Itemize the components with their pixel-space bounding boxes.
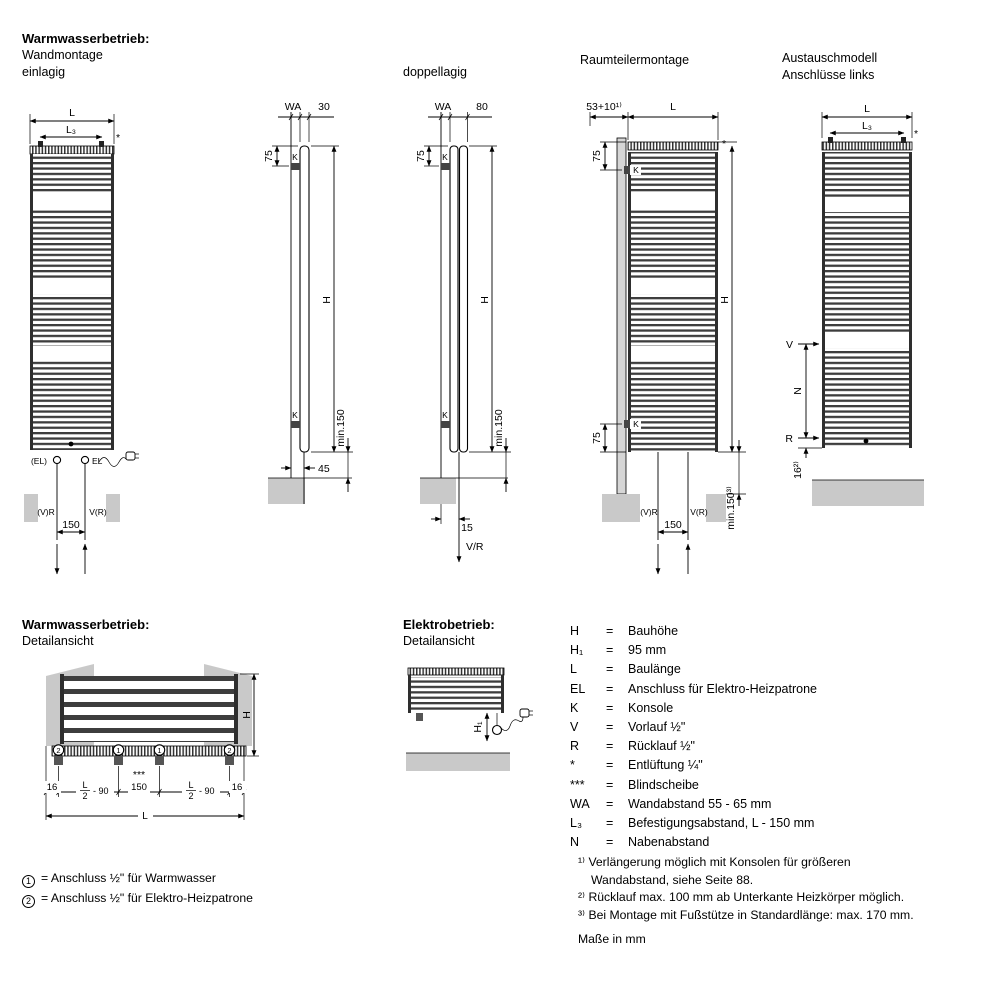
label-vr-right: V(R) <box>89 507 107 517</box>
section-subtitle: einlagig <box>22 65 66 79</box>
legend-symbol: L <box>570 662 577 677</box>
label-K: K <box>292 410 298 420</box>
fitting <box>114 756 123 765</box>
dim-label-H: H <box>241 711 253 719</box>
floor <box>420 478 456 504</box>
mounting-rail <box>822 142 912 150</box>
dim-label-WA: WA <box>284 101 302 113</box>
legend-symbol: WA <box>570 796 590 811</box>
side-tube <box>60 674 64 744</box>
footnote-1-line2: Wandabstand, siehe Seite 88. <box>591 872 754 887</box>
bracket-hook <box>99 141 104 147</box>
legend-desc: Bauhöhe <box>628 624 679 638</box>
label-K: K <box>633 419 639 429</box>
dim-label-WA: WA <box>434 101 452 113</box>
fitting <box>54 756 63 765</box>
circled-2-digit: 2 <box>56 746 61 755</box>
circled-1-icon: 1 <box>22 875 35 888</box>
drawing-einlagig-front <box>24 107 139 574</box>
legend-desc: Vorlauf ½" <box>628 720 686 735</box>
dim-label-75: 75 <box>415 150 427 162</box>
label-vr-right: V(R) <box>690 507 708 517</box>
legend-desc: Anschluss für Elektro-Heizpatrone <box>628 681 817 696</box>
legend-equals: = <box>606 700 614 715</box>
dim-label-75: 75 <box>591 432 603 444</box>
side-tube <box>909 152 912 448</box>
dim-label-N: N <box>792 387 804 395</box>
radiator-body <box>824 152 910 448</box>
radiator-profile-layer2 <box>460 146 468 452</box>
console-bracket <box>441 421 450 428</box>
floor <box>812 480 924 506</box>
floor <box>406 753 510 771</box>
dim-label-150: 150 <box>62 519 80 531</box>
side-tube <box>822 152 825 448</box>
drawing-einlagig-side <box>263 101 353 504</box>
drawing-doppellagig-side <box>415 101 511 562</box>
side-tube <box>715 152 718 452</box>
legend-desc: Konsole <box>628 700 674 715</box>
legend-desc: Rücklauf ½" <box>628 739 695 754</box>
dim-label-16: 16 <box>231 782 243 793</box>
drawing-detail-warmwasser <box>44 664 259 822</box>
dim-label-45: 45 <box>318 463 330 475</box>
footnote-1-line1: ¹⁾ Verlängerung möglich mit Konsolen für größeren <box>578 855 851 869</box>
label-vr-left: (V)R <box>37 507 55 517</box>
side-tube <box>111 154 114 450</box>
foot-bracket <box>416 713 423 721</box>
legend-equals: = <box>606 662 614 677</box>
legend-equals: = <box>606 720 614 735</box>
label-V: V <box>785 339 793 351</box>
dim-label-H: H <box>321 296 333 304</box>
circled-2-icon: 2 <box>22 895 35 908</box>
dim-label-16-2: 16²⁾ <box>792 461 804 479</box>
connection-port <box>53 456 60 463</box>
legend-equals: = <box>606 835 614 850</box>
vent-star-label: * <box>914 128 919 140</box>
fitting <box>225 756 234 765</box>
frac-numerator: L <box>188 780 194 790</box>
mounting-rail <box>408 668 504 675</box>
side-tube <box>30 154 33 450</box>
frac-denominator: 2 <box>82 791 88 801</box>
dim-label-L: L <box>864 103 870 115</box>
legend-desc: Befestigungsabstand, L - 150 mm <box>628 816 815 831</box>
label-VR: V/R <box>466 541 484 553</box>
dim-label-16: 16 <box>46 782 58 793</box>
side-tube <box>408 675 411 713</box>
radiator-profile <box>300 146 309 452</box>
dim-label-L: L <box>69 107 75 119</box>
section-subtitle: Raumteilermontage <box>580 53 690 67</box>
dim-label-min150: min.150 <box>493 409 505 447</box>
console-bracket <box>624 420 630 428</box>
frac-rest: - 90 <box>199 786 215 796</box>
circled-2-digit: 2 <box>227 746 232 755</box>
note-text: = Anschluss ½" für Elektro-Heizpatrone <box>41 891 253 905</box>
side-tube <box>628 152 631 452</box>
drain-dot <box>69 442 74 447</box>
dim-label-min150-3: min.150³⁾ <box>725 486 737 530</box>
power-plug-icon <box>126 452 139 460</box>
mounting-rail <box>30 146 114 154</box>
radiator-profile-layer1 <box>450 146 458 452</box>
section-subtitle: Austauschmodell <box>782 51 878 65</box>
legend-desc: Entlüftung ¼" <box>628 758 703 773</box>
legend-symbol: L₃ <box>570 816 583 831</box>
legend-equals: = <box>606 681 614 696</box>
legend-desc: Wandabstand 55 - 65 mm <box>628 796 772 811</box>
vent-star-label: * <box>116 132 121 144</box>
legend-symbol: R <box>570 739 580 754</box>
power-plug-icon <box>520 709 533 717</box>
legend-equals: = <box>606 777 614 792</box>
label-K: K <box>633 165 639 175</box>
fitting <box>155 756 164 765</box>
section-title: Warmwasserbetrieb: <box>22 617 150 632</box>
bracket-hook <box>38 141 43 147</box>
radiator-tubes <box>62 676 236 742</box>
legend-equals: = <box>606 643 614 658</box>
section-subtitle: Detailansicht <box>22 634 94 648</box>
circled-1-digit: 1 <box>116 746 121 755</box>
section-subtitle: Detailansicht <box>403 634 475 648</box>
dim-label-15: 15 <box>461 522 473 534</box>
frac-numerator: L <box>82 780 88 790</box>
section-subtitle: Anschlüsse links <box>782 68 875 82</box>
radiator-body <box>410 677 502 711</box>
dim-label-H: H <box>479 296 491 304</box>
legend-equals: = <box>606 816 614 831</box>
room-divider-post <box>617 138 626 494</box>
dim-label-L: L <box>670 101 676 113</box>
legend-equals: = <box>606 739 614 754</box>
dim-label-H1: H₁ <box>472 721 484 733</box>
dim-label-L: L <box>142 811 148 822</box>
legend-symbol: H₁ <box>570 643 584 658</box>
console-bracket <box>624 166 630 174</box>
circled-1-digit: 1 <box>157 746 162 755</box>
dim-label-L3: L₃ <box>65 124 77 136</box>
legend-equals: = <box>606 796 614 811</box>
connection-port <box>81 456 88 463</box>
legend-desc: Nabenabstand <box>628 835 710 850</box>
console-bracket <box>441 163 450 170</box>
frac-rest: - 90 <box>93 786 109 796</box>
label-vr-left: (V)R <box>640 507 658 517</box>
note-text: = Anschluss ½" für Warmwasser <box>41 871 216 885</box>
side-tube <box>501 675 504 713</box>
legend-symbol: K <box>570 700 579 715</box>
legend-desc: Baulänge <box>628 662 681 677</box>
dim-label-H: H <box>719 296 731 304</box>
blindscheibe-stars: *** <box>132 769 146 781</box>
power-cable <box>501 717 523 731</box>
heating-element <box>493 726 502 735</box>
section-subtitle: Wandmontage <box>22 48 103 62</box>
legend-symbol: V <box>570 720 579 735</box>
legend-symbol: EL <box>570 681 586 696</box>
dim-label-75: 75 <box>591 150 603 162</box>
dim-label-min150: min.150 <box>335 409 347 447</box>
label-K: K <box>292 152 298 162</box>
dim-label-L3: L₃ <box>861 120 873 132</box>
drain-dot <box>864 439 869 444</box>
dim-label-150: 150 <box>664 519 682 531</box>
side-tube <box>234 674 238 744</box>
label-K: K <box>442 152 448 162</box>
label-K: K <box>442 410 448 420</box>
bottom-header <box>52 746 246 756</box>
section-title: Warmwasserbetrieb: <box>22 31 150 46</box>
label-R: R <box>785 433 793 445</box>
legend-symbol: * <box>570 758 575 773</box>
section-title: Elektrobetrieb: <box>403 617 495 632</box>
footnote-3: ³⁾ Bei Montage mit Fußstütze in Standardlänge: max. 170 mm. <box>578 907 914 922</box>
drawing-austausch-front <box>785 103 924 506</box>
drawing-raumteiler-front <box>586 101 746 574</box>
label-el-right: EL <box>92 456 103 466</box>
console-bracket <box>291 421 300 428</box>
legend-equals: = <box>606 758 614 773</box>
legend-symbol: H <box>570 624 580 638</box>
power-cable <box>99 458 126 467</box>
units-note: Maße in mm <box>578 932 646 946</box>
bracket-hook <box>828 137 833 143</box>
section-subtitle: doppellagig <box>403 65 467 79</box>
frac-denominator: 2 <box>188 791 194 801</box>
console-bracket <box>291 163 300 170</box>
legend-symbol: N <box>570 835 580 850</box>
label-el-left: (EL) <box>30 456 47 466</box>
legend-equals: = <box>606 624 614 638</box>
legend-desc: 95 mm <box>628 643 667 658</box>
dim-label-30: 30 <box>318 101 330 113</box>
legend-symbol: *** <box>570 777 585 792</box>
footnote-2: ²⁾ Rücklauf max. 100 mm ab Unterkante Heizkörper möglich. <box>578 890 905 904</box>
drawing-detail-elektro <box>406 668 533 771</box>
dim-label-53-10: 53+10¹⁾ <box>586 101 622 113</box>
mounting-rail <box>628 142 718 150</box>
dim-label-75: 75 <box>263 150 275 162</box>
dim-label-150: 150 <box>131 782 147 793</box>
dim-label-80: 80 <box>476 101 488 113</box>
bracket-hook <box>901 137 906 143</box>
floor <box>268 478 305 504</box>
legend-desc: Blindscheibe <box>628 777 699 792</box>
vent-star-label: * <box>722 138 727 150</box>
